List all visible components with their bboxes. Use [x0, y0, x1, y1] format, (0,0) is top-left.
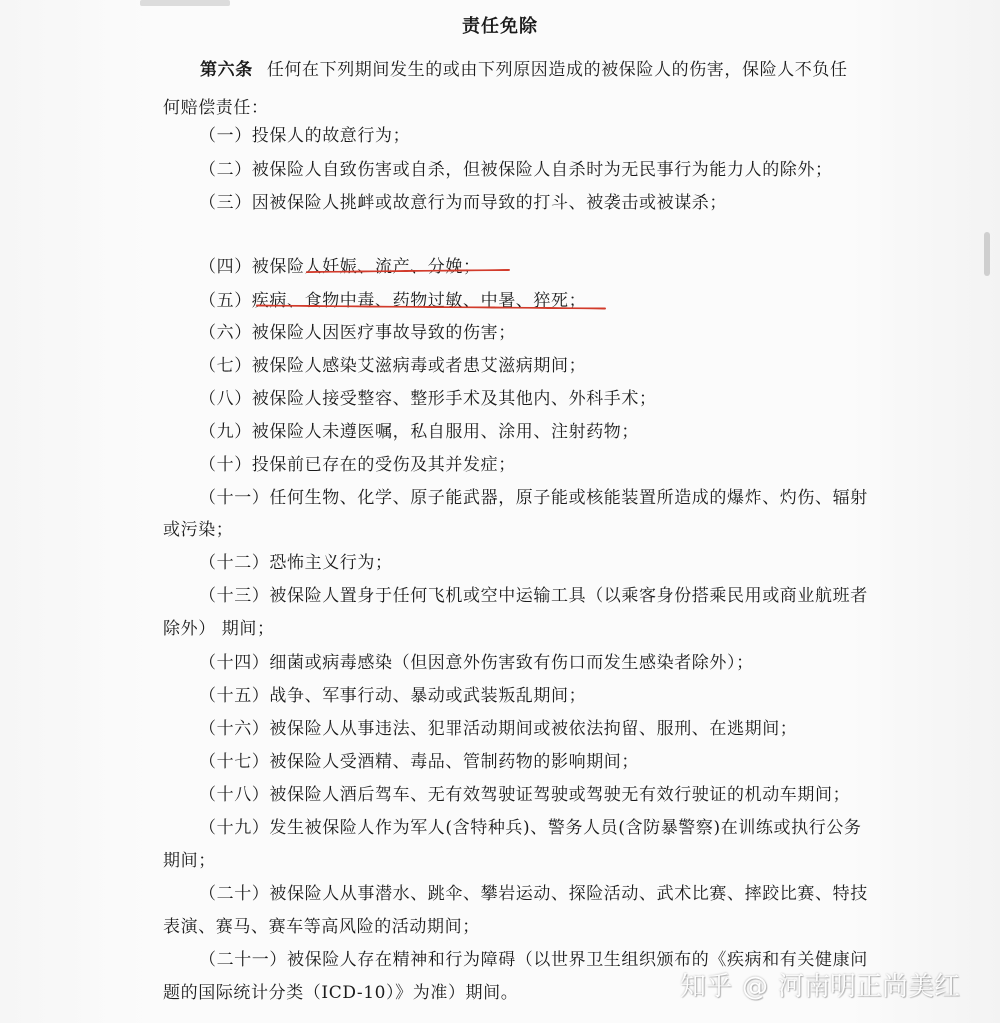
platform-watermark — [680, 966, 960, 1003]
exclusion-item-15: （十五）战争、军事行动、暴动或武装叛乱期间； — [199, 686, 587, 706]
exclusion-item-3: （三）因被保险人挑衅或故意行为而导致的打斗、被袭击或被谋杀； — [199, 193, 727, 213]
watermark-author: 河南明正尚美红 — [778, 972, 961, 1002]
article-heading-line — [200, 55, 848, 80]
watermark-at-sign: @ — [742, 972, 769, 1002]
top-edge-marker — [140, 0, 230, 6]
exclusion-item-16: （十六）被保险人从事违法、犯罪活动期间或被依法拘留、服刑、在逃期间； — [199, 719, 798, 739]
exclusion-item-13: （十三）被保险人置身于任何飞机或空中运输工具（以乘客身份搭乘民用或商业航班者 — [199, 586, 868, 606]
exclusion-item-20: （二十）被保险人从事潜水、跳伞、攀岩运动、探险活动、武术比赛、摔跤比赛、特技 — [199, 884, 868, 904]
exclusion-item-21: （二十一）被保险人存在精神和行为障碍（以世界卫生组织颁布的《疾病和有关健康问 — [199, 950, 868, 970]
exclusion-item-9: （九）被保险人未遵医嘱，私自服用、涂用、注射药物； — [199, 422, 639, 442]
exclusion-item-21-continuation: 题的国际统计分类（ICD-10）》为准）期间。 — [163, 983, 519, 1003]
exclusion-item-18: （十八）被保险人酒后驾车、无有效驾驶证驾驶或驾驶无有效行驶证的机动车期间； — [199, 785, 851, 805]
exclusion-item-4: （四）被保险人妊娠、流产、分娩； — [199, 257, 481, 277]
exclusion-item-19-continuation: 期间； — [163, 851, 216, 871]
exclusion-item-17: （十七）被保险人受酒精、毒品、管制药物的影响期间； — [199, 752, 639, 772]
article-text-continuation: 何赔偿责任： — [163, 98, 269, 118]
exclusion-item-14: （十四）细菌或病毒感染（但因意外伤害致有伤口而发生感染者除外）； — [199, 653, 754, 673]
article-text: 任何在下列期间发生的或由下列原因造成的被保险人的伤害，保险人不负任 — [266, 60, 848, 80]
exclusion-item-5: （五）疾病、食物中毒、药物过敏、中暑、猝死； — [199, 291, 587, 311]
exclusion-item-13-continuation: 除外） 期间； — [163, 619, 275, 639]
scrollbar-thumb[interactable] — [984, 232, 990, 276]
exclusion-item-8: （八）被保险人接受整容、整形手术及其他内、外科手术； — [199, 389, 657, 409]
exclusion-item-11-continuation: 或污染； — [163, 520, 234, 540]
exclusion-item-2: （二）被保险人自致伤害或自杀，但被保险人自杀时为无民事行为能力人的除外； — [199, 160, 833, 180]
exclusion-item-7: （七）被保险人感染艾滋病毒或者患艾滋病期间； — [199, 356, 587, 376]
exclusion-item-12: （十二）恐怖主义行为； — [199, 553, 393, 573]
exclusion-item-1: （一）投保人的故意行为； — [199, 126, 411, 146]
section-title: 责任免除 — [462, 16, 538, 37]
article-number: 第六条 — [200, 60, 253, 80]
exclusion-item-19: （十九）发生被保险人作为军人(含特种兵)、警务人员(含防暴警察)在训练或执行公务 — [199, 818, 862, 838]
exclusion-item-11: （十一）任何生物、化学、原子能武器，原子能或核能装置所造成的爆炸、灼伤、辐射 — [199, 488, 868, 508]
exclusion-item-10: （十）投保前已存在的受伤及其并发症； — [199, 455, 516, 475]
watermark-platform: 知乎 — [680, 972, 733, 1002]
exclusion-item-6: （六）被保险人因医疗事故导致的伤害； — [199, 323, 516, 343]
exclusion-item-20-continuation: 表演、赛马、赛车等高风险的活动期间； — [163, 917, 480, 937]
